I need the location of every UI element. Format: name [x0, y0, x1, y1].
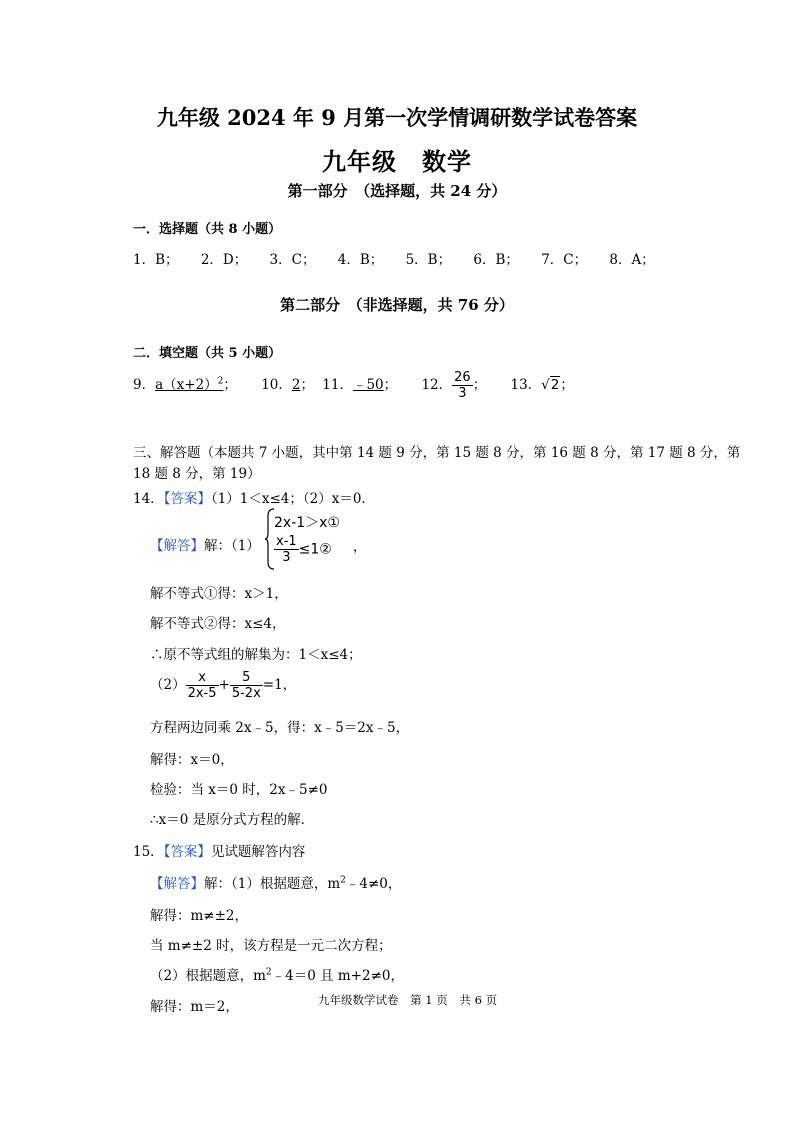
- sys2-denominator: 3: [274, 549, 299, 565]
- q13-label: 13．: [510, 377, 542, 393]
- q15-step: [150, 872, 401, 892]
- exponent: 2: [340, 875, 346, 886]
- q14-step: 检验：当 x＝0 时，2x﹣5≠0: [150, 782, 328, 798]
- q15-step-text: （2）根据题意，m: [150, 968, 266, 984]
- q14-solve-prefix: [150, 534, 260, 554]
- q12-numerator: 26: [454, 370, 471, 385]
- fill-answers: [133, 370, 574, 401]
- sys2-fraction: [274, 534, 299, 565]
- equation-rhs: =1，: [262, 677, 297, 693]
- q15-step-text: 解：（1）根据题意，m: [204, 876, 341, 892]
- footer-exam-name: 九年级数学试卷: [318, 993, 399, 1007]
- footer-page-total: 共 6 页: [459, 993, 498, 1007]
- q15-step: 解得：m≠±2，: [150, 908, 249, 924]
- section-fill-heading: 二．填空题（共 5 小题）: [133, 346, 282, 361]
- page-footer: [318, 992, 505, 1008]
- choice-answer: 5．B；: [405, 252, 452, 268]
- q14-answer-line: [133, 487, 375, 507]
- choice-answer: 1．B；: [133, 252, 179, 268]
- section-solve-heading-line1: 三、解答题（本题共 7 小题，其中第 14 题 9 分，第 15 题 8 分，第 16 题 8 分，第 17 题 8 分，第: [133, 445, 741, 461]
- choice-answer: 8．A；: [609, 252, 655, 268]
- solve-tag: 【解答】: [150, 538, 204, 554]
- q11-label: 11．: [322, 377, 353, 393]
- choice-answer: 3．C；: [269, 252, 316, 268]
- q14-step: ∴x＝0 是原分式方程的解．: [150, 812, 315, 828]
- q14-part2-prefix: （2）: [150, 677, 186, 693]
- q14-step: 解不等式②得：x≤4，: [150, 616, 286, 632]
- q12-fraction: [452, 370, 473, 401]
- system-end: ，: [353, 539, 367, 555]
- q9-answer-text: a（x+2）: [155, 377, 218, 393]
- q10-end: ；: [300, 377, 314, 393]
- solve-tag: 【解答】: [150, 876, 204, 892]
- exponent: 2: [265, 967, 272, 978]
- choice-answer: 7．C；: [541, 252, 588, 268]
- sys2-rest: ≤1②: [298, 541, 332, 558]
- q13-sqrt: √2: [541, 377, 560, 393]
- plus-sign: +: [218, 677, 230, 693]
- q10-answer: 2: [291, 377, 301, 393]
- equation-fraction-1: [186, 670, 219, 701]
- q10-label: 10．: [261, 377, 292, 393]
- q9-end: ；: [223, 377, 237, 393]
- choice-answer: 2．D；: [200, 252, 248, 268]
- document-subtitle: 九年级 数学: [322, 147, 472, 176]
- section-choice-heading: 一．选择题（共 8 小题）: [133, 222, 282, 237]
- q14-step: ∴原不等式组的解集为：1＜x≤4；: [150, 647, 362, 663]
- document-title: 九年级 2024 年 9 月第一次学情调研数学试卷答案: [156, 105, 638, 130]
- q14-step: 解不等式①得：x＞1，: [150, 586, 288, 602]
- q13-radicand: 2: [550, 377, 560, 393]
- q9-label: 9．: [133, 377, 156, 393]
- section-solve-heading-line2: 18 题 8 分，第 19）: [133, 466, 261, 482]
- system-inequality-1: 2x-1＞x①: [274, 515, 340, 531]
- q14-label: 14．: [133, 491, 164, 507]
- answer-tag: 【答案】: [163, 491, 211, 507]
- choice-answer: 6．B；: [473, 252, 519, 268]
- fraction-numerator: x: [198, 670, 206, 685]
- answer-tag: 【答案】: [163, 844, 211, 860]
- choice-answers: [133, 248, 673, 268]
- q15-step: 当 m≠±2 时，该方程是一元二次方程；: [150, 938, 392, 954]
- q9-exponent: 2: [217, 376, 224, 387]
- q15-label: 15．: [133, 844, 164, 860]
- q13-end: ；: [560, 377, 574, 393]
- part-two-heading: 第二部分 （非选择题，共 76 分）: [280, 296, 514, 314]
- q12-denominator: 3: [452, 385, 473, 401]
- q15-step: [150, 964, 404, 984]
- q11-answer: ﹣50: [352, 377, 384, 393]
- fraction-numerator: 5: [242, 670, 251, 685]
- fraction-denominator: 5-2x: [231, 686, 261, 701]
- q11-end: ；: [383, 377, 398, 393]
- sys2-numerator: x-1: [276, 534, 297, 549]
- choice-answer: 4．B；: [337, 252, 384, 268]
- q15-step-text: ﹣4＝0 且 m+2≠0，: [271, 968, 404, 984]
- q9-answer: [155, 377, 223, 393]
- fraction-denominator: 2x-5: [187, 686, 217, 701]
- q14-solve-prefix-text: 解：（1）: [204, 538, 260, 554]
- q15-answer: 见试题解答内容: [210, 844, 306, 860]
- q14-step: 解得：x＝0，: [150, 752, 234, 768]
- equation-fraction-2: [230, 670, 263, 701]
- q15-step: 解得：m＝2，: [150, 999, 239, 1015]
- q14-answer: （1）1＜x≤4；（2）x＝0．: [210, 491, 375, 507]
- part-one-heading: 第一部分 （选择题，共 24 分）: [287, 182, 507, 200]
- q12-label: 12．: [421, 377, 453, 393]
- q15-step-text: ﹣4≠0，: [345, 876, 402, 892]
- q12-end: ；: [472, 377, 487, 393]
- q15-answer-line: [133, 840, 305, 860]
- system-inequality-2: [274, 534, 332, 565]
- q14-step: 方程两边同乘 2x﹣5，得：x﹣5＝2x﹣5，: [150, 720, 410, 736]
- footer-page-number: 第 1 页: [410, 993, 448, 1007]
- q14-part2-equation: [150, 670, 296, 701]
